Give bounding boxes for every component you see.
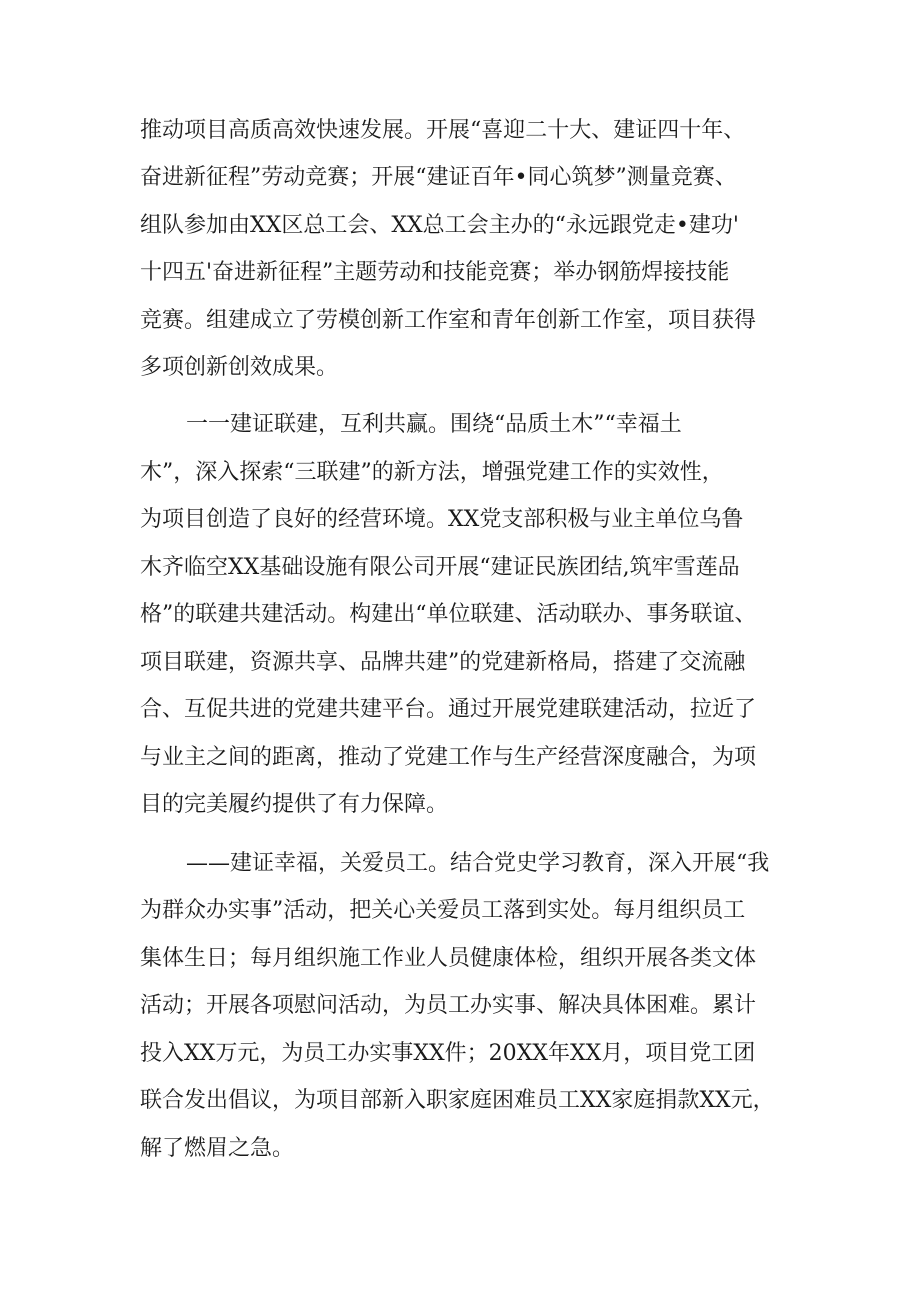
paragraph-2-line-2: 木”，深入探索“三联建”的新方法，增强党建工作的实效性，: [140, 460, 724, 485]
paragraph-3-line-2: 为群众办实事”活动，把关心关爱员工落到实处。每月组织员工: [140, 898, 746, 923]
paragraph-2-line-1: 一一建证联建，互利共赢。围绕“品质土木”“幸福土: [186, 412, 682, 437]
paragraph-2-line-6: 项目联建，资源共享、品牌共建”的党建新格局，搭建了交流融: [140, 650, 746, 675]
paragraph-2-line-7: 合、互促共进的党建共建平台。通过开展党建联建活动，拉近了: [140, 697, 757, 722]
paragraph-3-line-1: ——建证幸福，关爱员工。结合党史学习教育，深入开展“我: [186, 851, 770, 876]
paragraph-2-line-5: 格”的联建共建活动。构建出“单位联建、活动联办、事务联谊、: [140, 602, 757, 627]
paragraph-1-line-2: 奋进新征程”劳动竞赛；开展“建证百年•同心筑梦”测量竞赛、: [140, 165, 737, 190]
paragraph-1-line-4: 十四五'奋进新征程”主题劳动和技能竞赛；举办钢筋焊接技能: [140, 260, 730, 285]
paragraph-1-line-6: 多项创新创效成果。: [140, 355, 339, 380]
paragraph-3-line-7: 解了燃眉之急。: [140, 1136, 295, 1161]
paragraph-2-line-4: 木齐临空XX基础设施有限公司开展“建证民族团结,筑牢雪莲品: [140, 555, 740, 580]
paragraph-2-line-3: 为项目创造了良好的经营环境。XX党支部积极与业主单位乌鲁: [140, 507, 744, 532]
paragraph-2-line-8: 与业主之间的距离，推动了党建工作与生产经营深度融合，为项: [140, 745, 757, 770]
paragraph-3-line-6: 联合发出倡议，为项目部新入职家庭困难员工XX家庭捐款XX元，: [140, 1088, 775, 1113]
paragraph-3-line-4: 活动；开展各项慰问活动，为员工办实事、解决具体困难。累计: [140, 993, 757, 1018]
paragraph-2-line-9: 目的完美履约提供了有力保障。: [140, 792, 449, 817]
paragraph-1-line-1: 推动项目高质高效快速发展。开展“喜迎二十大、建证四十年、: [140, 118, 746, 143]
paragraph-3-line-3: 集体生日；每月组织施工作业人员健康体检，组织开展各类文体: [140, 946, 757, 971]
paragraph-1-line-5: 竞赛。组建成立了劳模创新工作室和青年创新工作室，项目获得: [140, 308, 757, 333]
paragraph-3-line-5: 投入XX万元，为员工办实事XX件；20XX年XX月，项目党工团: [140, 1041, 756, 1066]
paragraph-1-line-3: 组队参加由XX区总工会、XX总工会主办的“永远跟党走•建功': [140, 213, 739, 238]
